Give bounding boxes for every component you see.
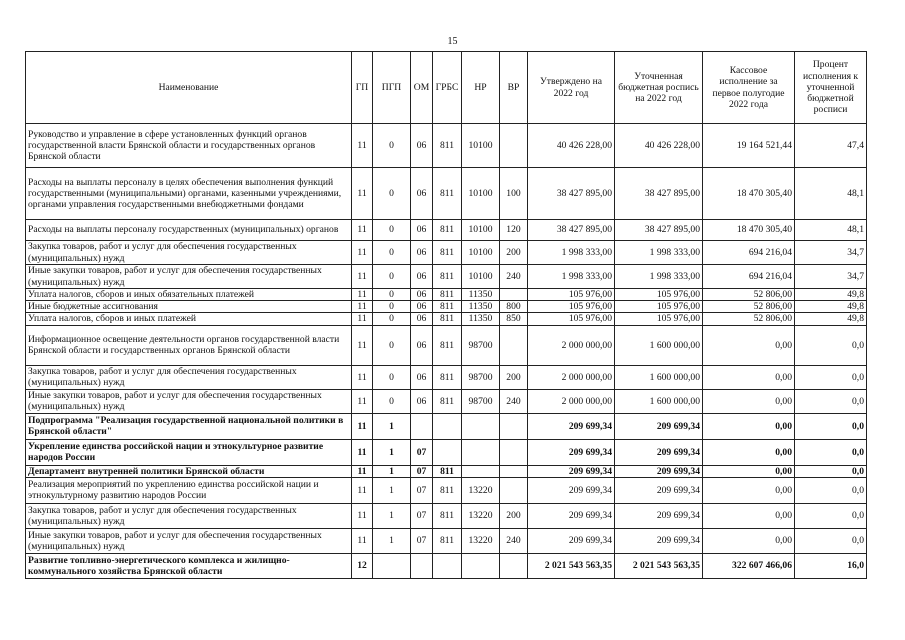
cell-om: 06 [411, 301, 433, 313]
header-cash: Кассовое исполнение за первое полугодие 2022 года [703, 52, 795, 124]
cell-np [462, 553, 500, 578]
cell-np: 98700 [462, 389, 500, 413]
cell-name: Информационное освещение деятельности органов государственной власти Брянской области и государственных органов Брянской области [26, 325, 352, 365]
cell-name: Уплата налогов, сборов и иных обязательных платежей [26, 289, 352, 301]
cell-refined: 209 699,34 [615, 503, 703, 528]
cell-vr: 800 [500, 301, 528, 313]
table-row [26, 289, 867, 301]
cell-cash: 52 806,00 [703, 301, 795, 313]
cell-approved: 209 699,34 [528, 439, 615, 465]
cell-name: Иные закупки товаров, работ и услуг для обеспечения государственных (муниципальных) нужд [26, 389, 352, 413]
cell-approved: 2 000 000,00 [528, 325, 615, 365]
cell-approved: 105 976,00 [528, 313, 615, 325]
cell-grbs: 811 [433, 220, 462, 241]
cell-vr [500, 465, 528, 477]
cell-gp: 11 [352, 389, 373, 413]
cell-grbs: 811 [433, 241, 462, 265]
cell-ppgp: 0 [373, 325, 411, 365]
cell-refined: 1 600 000,00 [615, 325, 703, 365]
cell-percent: 0,0 [795, 465, 867, 477]
cell-ppgp: 0 [373, 220, 411, 241]
cell-approved: 1 998 333,00 [528, 265, 615, 289]
cell-percent: 48,1 [795, 220, 867, 241]
cell-refined: 38 427 895,00 [615, 220, 703, 241]
table-row [26, 365, 867, 389]
cell-cash: 0,00 [703, 439, 795, 465]
cell-refined: 209 699,34 [615, 413, 703, 439]
cell-np: 10100 [462, 241, 500, 265]
cell-name: Иные закупки товаров, работ и услуг для обеспечения государственных (муниципальных) нужд [26, 528, 352, 553]
cell-cash: 694 216,04 [703, 241, 795, 265]
header-refined: Уточненная бюджетная роспись на 2022 год [615, 52, 703, 124]
cell-gp: 11 [352, 301, 373, 313]
cell-grbs [433, 553, 462, 578]
header-approved: Утверждено на 2022 год [528, 52, 615, 124]
cell-approved: 2 021 543 563,35 [528, 553, 615, 578]
cell-vr [500, 413, 528, 439]
cell-vr: 240 [500, 528, 528, 553]
cell-percent: 49,8 [795, 289, 867, 301]
cell-grbs: 811 [433, 389, 462, 413]
cell-grbs: 811 [433, 289, 462, 301]
cell-ppgp: 0 [373, 289, 411, 301]
cell-om: 07 [411, 528, 433, 553]
cell-om: 06 [411, 168, 433, 220]
cell-approved: 209 699,34 [528, 528, 615, 553]
table-row [26, 325, 867, 365]
cell-grbs: 811 [433, 313, 462, 325]
cell-percent: 0,0 [795, 528, 867, 553]
cell-name: Уплата налогов, сборов и иных платежей [26, 313, 352, 325]
cell-refined: 209 699,34 [615, 465, 703, 477]
cell-om: 06 [411, 220, 433, 241]
cell-om: 07 [411, 465, 433, 477]
cell-vr [500, 477, 528, 503]
cell-vr: 200 [500, 241, 528, 265]
cell-gp: 11 [352, 465, 373, 477]
cell-approved: 2 000 000,00 [528, 365, 615, 389]
cell-refined: 209 699,34 [615, 439, 703, 465]
cell-ppgp: 0 [373, 301, 411, 313]
table-row [26, 220, 867, 241]
cell-refined: 38 427 895,00 [615, 168, 703, 220]
cell-approved: 2 000 000,00 [528, 389, 615, 413]
cell-refined: 40 426 228,00 [615, 124, 703, 168]
table-row [26, 413, 867, 439]
cell-approved: 1 998 333,00 [528, 241, 615, 265]
cell-ppgp: 1 [373, 477, 411, 503]
cell-np [462, 439, 500, 465]
cell-name: Подпрограмма "Реализация государственной национальной политики в Брянской области" [26, 413, 352, 439]
cell-refined: 2 021 543 563,35 [615, 553, 703, 578]
cell-ppgp: 0 [373, 241, 411, 265]
cell-cash: 322 607 466,06 [703, 553, 795, 578]
cell-refined: 209 699,34 [615, 477, 703, 503]
cell-name: Закупка товаров, работ и услуг для обеспечения государственных (муниципальных) нужд [26, 503, 352, 528]
cell-om: 06 [411, 365, 433, 389]
cell-ppgp: 0 [373, 168, 411, 220]
cell-np [462, 465, 500, 477]
table-row [26, 477, 867, 503]
cell-refined: 1 998 333,00 [615, 265, 703, 289]
cell-om [411, 553, 433, 578]
cell-np: 13220 [462, 528, 500, 553]
cell-vr: 240 [500, 389, 528, 413]
cell-grbs: 811 [433, 503, 462, 528]
table-row [26, 301, 867, 313]
cell-gp: 11 [352, 289, 373, 301]
cell-vr [500, 553, 528, 578]
cell-approved: 38 427 895,00 [528, 168, 615, 220]
cell-np: 11350 [462, 301, 500, 313]
cell-grbs: 811 [433, 465, 462, 477]
cell-gp: 11 [352, 241, 373, 265]
cell-vr: 200 [500, 365, 528, 389]
cell-percent: 0,0 [795, 325, 867, 365]
cell-percent: 34,7 [795, 241, 867, 265]
cell-om: 07 [411, 477, 433, 503]
cell-gp: 11 [352, 220, 373, 241]
cell-vr: 240 [500, 265, 528, 289]
cell-percent: 0,0 [795, 477, 867, 503]
cell-cash: 0,00 [703, 477, 795, 503]
cell-name: Иные бюджетные ассигнования [26, 301, 352, 313]
cell-approved: 209 699,34 [528, 477, 615, 503]
table-header-row [26, 52, 867, 124]
cell-gp: 11 [352, 439, 373, 465]
cell-name: Департамент внутренней политики Брянской области [26, 465, 352, 477]
cell-np: 98700 [462, 325, 500, 365]
cell-refined: 105 976,00 [615, 289, 703, 301]
cell-cash: 0,00 [703, 365, 795, 389]
cell-vr: 120 [500, 220, 528, 241]
cell-ppgp: 0 [373, 389, 411, 413]
cell-ppgp: 1 [373, 465, 411, 477]
cell-om: 06 [411, 289, 433, 301]
cell-cash: 18 470 305,40 [703, 220, 795, 241]
cell-name: Развитие топливно-энергетического комплекса и жилищно-коммунального хозяйства Брянской области [26, 553, 352, 578]
cell-cash: 694 216,04 [703, 265, 795, 289]
cell-gp: 11 [352, 168, 373, 220]
cell-refined: 1 998 333,00 [615, 241, 703, 265]
cell-name: Руководство и управление в сфере установленных функций органов государственной власти Брянской области и государственных органов Брянской области [26, 124, 352, 168]
cell-gp: 11 [352, 503, 373, 528]
cell-om: 07 [411, 503, 433, 528]
cell-cash: 52 806,00 [703, 313, 795, 325]
cell-om: 06 [411, 265, 433, 289]
cell-np: 10100 [462, 265, 500, 289]
header-np: НР [462, 52, 500, 124]
cell-cash: 0,00 [703, 528, 795, 553]
cell-refined: 1 600 000,00 [615, 365, 703, 389]
table-row [26, 265, 867, 289]
cell-grbs: 811 [433, 477, 462, 503]
cell-np: 11350 [462, 289, 500, 301]
cell-ppgp: 1 [373, 413, 411, 439]
cell-vr: 850 [500, 313, 528, 325]
cell-om: 06 [411, 389, 433, 413]
cell-grbs: 811 [433, 168, 462, 220]
cell-cash: 52 806,00 [703, 289, 795, 301]
cell-approved: 38 427 895,00 [528, 220, 615, 241]
cell-name: Закупка товаров, работ и услуг для обеспечения государственных (муниципальных) нужд [26, 241, 352, 265]
table-row [26, 503, 867, 528]
cell-vr: 200 [500, 503, 528, 528]
cell-np [462, 413, 500, 439]
cell-grbs: 811 [433, 365, 462, 389]
cell-percent: 0,0 [795, 365, 867, 389]
cell-approved: 209 699,34 [528, 413, 615, 439]
table-row [26, 439, 867, 465]
cell-name: Укрепление единства российской нации и этнокультурное развитие народов России [26, 439, 352, 465]
cell-np: 10100 [462, 220, 500, 241]
cell-name: Расходы на выплаты персоналу государственных (муниципальных) органов [26, 220, 352, 241]
table-row [26, 389, 867, 413]
cell-vr [500, 325, 528, 365]
cell-grbs: 811 [433, 301, 462, 313]
cell-np: 10100 [462, 124, 500, 168]
cell-approved: 209 699,34 [528, 465, 615, 477]
table-row [26, 528, 867, 553]
cell-approved: 209 699,34 [528, 503, 615, 528]
page-number: 15 [447, 36, 458, 47]
cell-percent: 49,8 [795, 301, 867, 313]
table-row [26, 168, 867, 220]
table-row [26, 313, 867, 325]
cell-percent: 34,7 [795, 265, 867, 289]
table-body [26, 124, 867, 579]
cell-vr [500, 124, 528, 168]
header-percent: Процент исполнения к уточненной бюджетной росписи [795, 52, 867, 124]
cell-cash: 0,00 [703, 413, 795, 439]
cell-gp: 11 [352, 528, 373, 553]
cell-gp: 11 [352, 124, 373, 168]
cell-np: 98700 [462, 365, 500, 389]
cell-percent: 0,0 [795, 439, 867, 465]
cell-ppgp: 1 [373, 528, 411, 553]
cell-gp: 11 [352, 477, 373, 503]
cell-ppgp: 1 [373, 439, 411, 465]
cell-ppgp: 1 [373, 503, 411, 528]
cell-gp: 11 [352, 313, 373, 325]
cell-percent: 0,0 [795, 389, 867, 413]
cell-cash: 0,00 [703, 325, 795, 365]
cell-np: 10100 [462, 168, 500, 220]
cell-np: 13220 [462, 477, 500, 503]
cell-ppgp [373, 553, 411, 578]
cell-ppgp: 0 [373, 365, 411, 389]
cell-om: 06 [411, 313, 433, 325]
cell-refined: 209 699,34 [615, 528, 703, 553]
cell-refined: 105 976,00 [615, 313, 703, 325]
cell-refined: 1 600 000,00 [615, 389, 703, 413]
cell-gp: 12 [352, 553, 373, 578]
cell-om: 06 [411, 241, 433, 265]
cell-om: 06 [411, 124, 433, 168]
cell-grbs: 811 [433, 265, 462, 289]
header-gp: ГП [352, 52, 373, 124]
cell-gp: 11 [352, 413, 373, 439]
cell-name: Иные закупки товаров, работ и услуг для обеспечения государственных (муниципальных) нужд [26, 265, 352, 289]
cell-approved: 105 976,00 [528, 301, 615, 313]
cell-name: Реализация мероприятий по укреплению единства российской нации и этнокультурному развитию народов России [26, 477, 352, 503]
cell-percent: 47,4 [795, 124, 867, 168]
cell-percent: 49,8 [795, 313, 867, 325]
cell-vr: 100 [500, 168, 528, 220]
cell-vr [500, 289, 528, 301]
cell-om: 07 [411, 439, 433, 465]
cell-name: Закупка товаров, работ и услуг для обеспечения государственных (муниципальных) нужд [26, 365, 352, 389]
table-row [26, 553, 867, 578]
cell-cash: 18 470 305,40 [703, 168, 795, 220]
cell-vr [500, 439, 528, 465]
cell-ppgp: 0 [373, 124, 411, 168]
table-row [26, 241, 867, 265]
cell-np: 11350 [462, 313, 500, 325]
cell-grbs [433, 413, 462, 439]
table-row [26, 465, 867, 477]
cell-name: Расходы на выплаты персоналу в целях обеспечения выполнения функций государственными (муниципальными) органами, казенными учреждениями, органами управления государственными внебюджетными фондами [26, 168, 352, 220]
cell-gp: 11 [352, 325, 373, 365]
cell-approved: 105 976,00 [528, 289, 615, 301]
header-grbs: ГРБС [433, 52, 462, 124]
cell-ppgp: 0 [373, 313, 411, 325]
cell-gp: 11 [352, 365, 373, 389]
cell-np: 13220 [462, 503, 500, 528]
cell-percent: 16,0 [795, 553, 867, 578]
cell-grbs [433, 439, 462, 465]
header-om: ОМ [411, 52, 433, 124]
cell-cash: 0,00 [703, 389, 795, 413]
cell-percent: 48,1 [795, 168, 867, 220]
table-row [26, 124, 867, 168]
header-ppgp: ПГП [373, 52, 411, 124]
cell-cash: 0,00 [703, 465, 795, 477]
header-vr: ВР [500, 52, 528, 124]
cell-percent: 0,0 [795, 503, 867, 528]
budget-execution-table [25, 51, 867, 579]
cell-grbs: 811 [433, 325, 462, 365]
cell-refined: 105 976,00 [615, 301, 703, 313]
cell-ppgp: 0 [373, 265, 411, 289]
cell-grbs: 811 [433, 528, 462, 553]
header-name: Наименование [26, 52, 352, 124]
cell-grbs: 811 [433, 124, 462, 168]
cell-om: 06 [411, 325, 433, 365]
cell-cash: 19 164 521,44 [703, 124, 795, 168]
cell-percent: 0,0 [795, 413, 867, 439]
cell-cash: 0,00 [703, 503, 795, 528]
cell-approved: 40 426 228,00 [528, 124, 615, 168]
cell-om [411, 413, 433, 439]
cell-gp: 11 [352, 265, 373, 289]
